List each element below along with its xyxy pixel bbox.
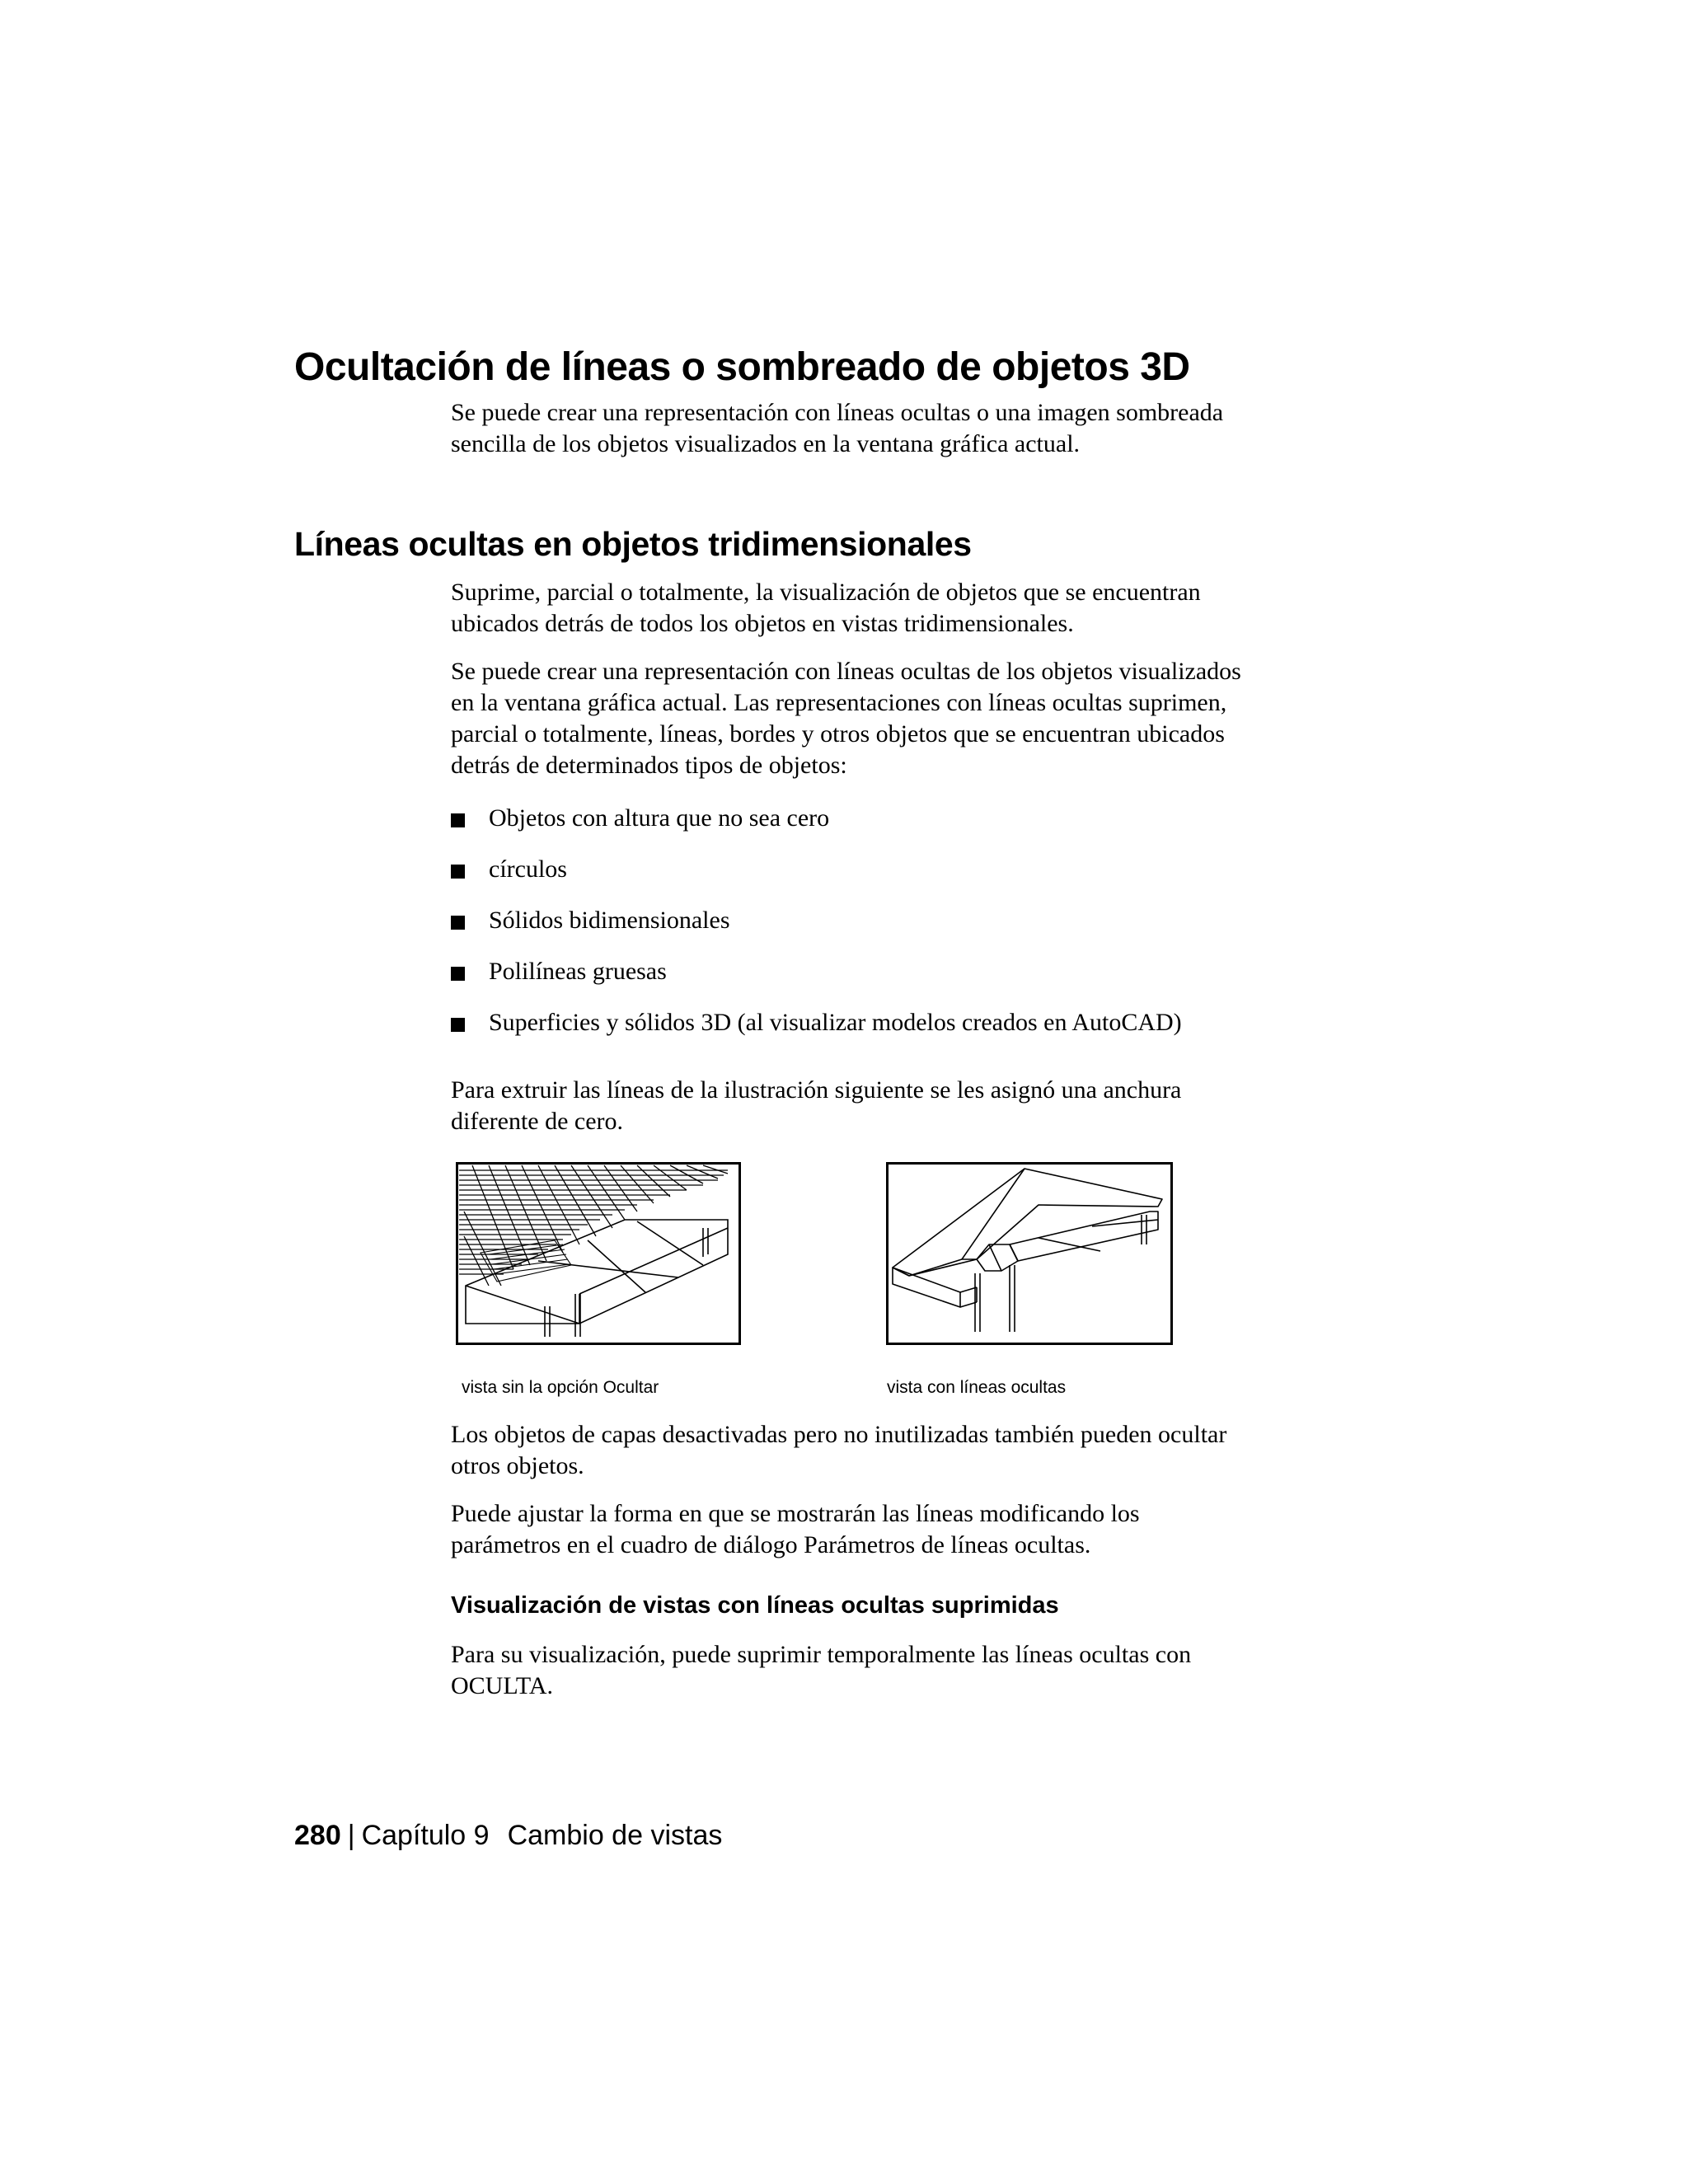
paragraph-line: detrás de determinados tipos de objetos: xyxy=(451,752,847,779)
list-item-text: círculos xyxy=(489,855,567,883)
paragraph-line: Puede ajustar la forma en que se mostrarán las líneas modificando los xyxy=(451,1500,1140,1527)
bullet-square-icon xyxy=(451,813,465,827)
page-number: 280 xyxy=(294,1820,341,1851)
paragraph-line: Se puede crear una representación con líneas ocultas de los objetos visualizados xyxy=(451,658,1241,685)
figure-hidden-lines xyxy=(886,1162,1173,1345)
intro-line: Se puede crear una representación con líneas ocultas o una imagen sombreada xyxy=(451,399,1224,426)
list-item-text: Sólidos bidimensionales xyxy=(489,907,730,934)
list-item-text: Objetos con altura que no sea cero xyxy=(489,804,830,832)
paragraph-line: OCULTA. xyxy=(451,1672,553,1699)
list-item-text: Superficies y sólidos 3D (al visualizar modelos creados en AutoCAD) xyxy=(489,1009,1182,1036)
object-type-list xyxy=(451,803,1182,1058)
list-item xyxy=(451,956,1182,1007)
hidden-line-roof-illustration xyxy=(886,1162,1173,1345)
page-footer xyxy=(294,1820,722,1852)
bullet-square-icon xyxy=(451,1018,465,1032)
page-title: Ocultación de líneas o sombreado de objetos 3D xyxy=(294,345,1190,389)
figure-caption-left: vista sin la opción Ocultar xyxy=(462,1378,659,1397)
paragraph-6 xyxy=(451,1639,1341,1702)
paragraph-4 xyxy=(451,1419,1341,1482)
paragraph-line: Para su visualización, puede suprimir temporalmente las líneas ocultas con xyxy=(451,1641,1192,1668)
list-item xyxy=(451,905,1182,956)
bullet-square-icon xyxy=(451,916,465,930)
paragraph-3 xyxy=(451,1075,1341,1137)
intro-paragraph xyxy=(451,397,1341,460)
paragraph-5 xyxy=(451,1498,1341,1561)
list-item xyxy=(451,803,1182,854)
section-heading: Líneas ocultas en objetos tridimensionales xyxy=(294,525,972,563)
paragraph-1 xyxy=(451,577,1341,640)
paragraph-line: parámetros en el cuadro de diálogo Parámetros de líneas ocultas. xyxy=(451,1531,1091,1558)
bullet-square-icon xyxy=(451,967,465,981)
bullet-square-icon xyxy=(451,865,465,879)
subsection-heading: Visualización de vistas con líneas ocultas suprimidas xyxy=(451,1592,1059,1619)
paragraph-line: Para extruir las líneas de la ilustración siguiente se les asignó una anchura xyxy=(451,1076,1182,1104)
figure-caption-right: vista con líneas ocultas xyxy=(887,1378,1067,1397)
paragraph-line: en la ventana gráfica actual. Las representaciones con líneas ocultas suprimen, xyxy=(451,689,1227,716)
paragraph-2 xyxy=(451,656,1341,781)
paragraph-line: ubicados detrás de todos los objetos en vistas tridimensionales. xyxy=(451,610,1074,637)
paragraph-line: parcial o totalmente, líneas, bordes y otros objetos que se encuentran ubicados xyxy=(451,720,1225,748)
footer-chapter-title: Cambio de vistas xyxy=(507,1820,723,1851)
paragraph-line: Los objetos de capas desactivadas pero no inutilizadas también pueden ocultar xyxy=(451,1421,1227,1448)
list-item xyxy=(451,1007,1182,1058)
footer-chapter: Capítulo 9 xyxy=(361,1820,490,1851)
list-item xyxy=(451,854,1182,905)
wireframe-roof-illustration xyxy=(456,1162,741,1345)
footer-separator: | xyxy=(347,1820,355,1851)
figure-wireframe-unhidden xyxy=(456,1162,741,1345)
intro-line: sencilla de los objetos visualizados en la ventana gráfica actual. xyxy=(451,430,1081,457)
paragraph-line: diferente de cero. xyxy=(451,1108,624,1135)
paragraph-line: Suprime, parcial o totalmente, la visualización de objetos que se encuentran xyxy=(451,579,1201,606)
list-item-text: Polilíneas gruesas xyxy=(489,958,667,985)
paragraph-line: otros objetos. xyxy=(451,1452,584,1479)
